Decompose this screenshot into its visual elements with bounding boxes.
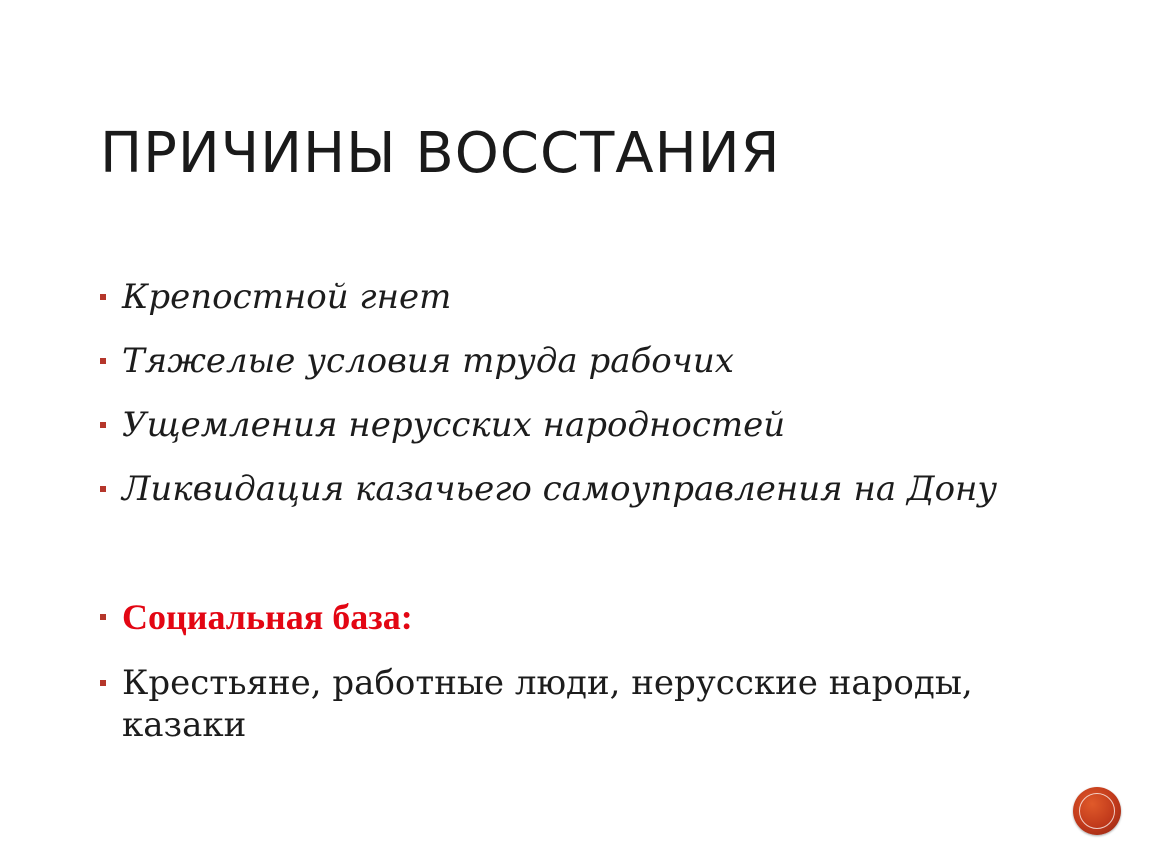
bullet-square-icon [100, 358, 106, 364]
bullet-item-working-conditions [100, 340, 1040, 382]
bullet-text: Крестьяне, работные люди, нерусские народы, казаки [122, 663, 973, 745]
bullet-square-icon [100, 294, 106, 300]
bullet-text: Крепостной гнет [122, 277, 452, 317]
bullet-text: Тяжелые условия труда рабочих [122, 341, 734, 381]
bullet-item-social-base-heading [100, 596, 1040, 638]
bullet-square-icon [100, 486, 106, 492]
bullet-item-serfdom [100, 276, 1040, 318]
slide-nav-button[interactable] [1073, 787, 1121, 835]
social-base-heading: Социальная база: [122, 597, 413, 637]
bullet-text: Ликвидация казачьего самоуправления на Дону [122, 469, 998, 509]
bullet-item-social-groups [100, 662, 1040, 746]
bullet-square-icon [100, 422, 106, 428]
bullet-square-icon [100, 680, 106, 686]
slide-title: ПРИЧИНЫ ВОССТАНИЯ [100, 121, 781, 186]
bullet-text: Ущемления нерусских народностей [122, 405, 786, 445]
bullet-item-oppression [100, 404, 1040, 446]
bullet-item-don-cossacks [100, 468, 1040, 510]
bullet-square-icon [100, 614, 106, 620]
